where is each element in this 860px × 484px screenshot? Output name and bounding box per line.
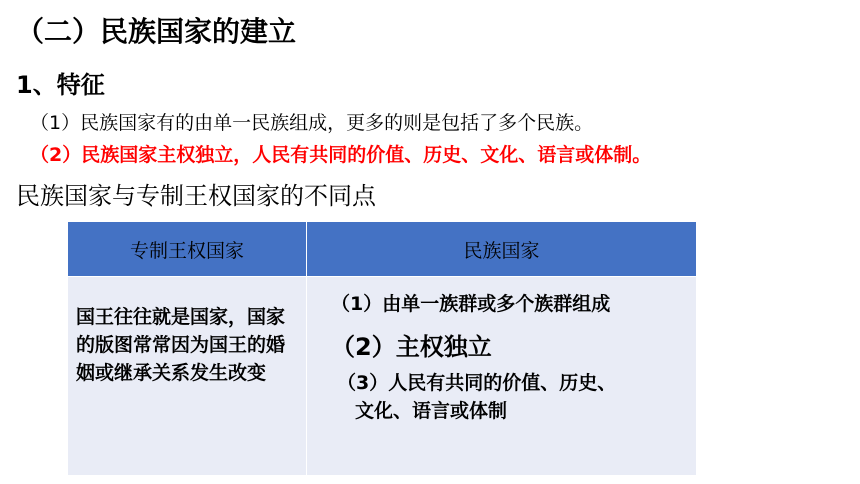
cell-nation-state <box>307 277 696 475</box>
slide-title: （二）民族国家的建立 <box>16 15 297 48</box>
header-nation-state: 民族国家 <box>307 222 696 276</box>
cell-absolute-monarchy-text: 国王往往就是国家，国家的版图常常因为国王的婚姻或继承关系发生改变 <box>76 306 286 384</box>
comparison-title: 民族国家与专制王权国家的不同点 <box>16 182 376 210</box>
nation-state-item-3-line-2: 文化、语言或体制 <box>355 400 508 422</box>
header-absolute-monarchy: 专制王权国家 <box>68 222 306 276</box>
feature-point-1: （1）民族国家有的由单一民族组成，更多的则是包括了多个民族。 <box>30 112 594 134</box>
cell-absolute-monarchy <box>68 277 306 475</box>
nation-state-item-1: （1）由单一族群或多个族群组成 <box>331 293 611 315</box>
nation-state-item-3 <box>337 369 687 425</box>
nation-state-item-3-line-1: （3）人民有共同的价值、历史、 <box>337 372 617 394</box>
feature-point-2: （2）民族国家主权独立，人民有共同的价值、历史、文化、语言或体制。 <box>30 144 652 166</box>
section-heading: 1、特征 <box>16 71 105 99</box>
comparison-table <box>68 222 696 475</box>
nation-state-item-2: （2）主权独立 <box>331 333 492 361</box>
